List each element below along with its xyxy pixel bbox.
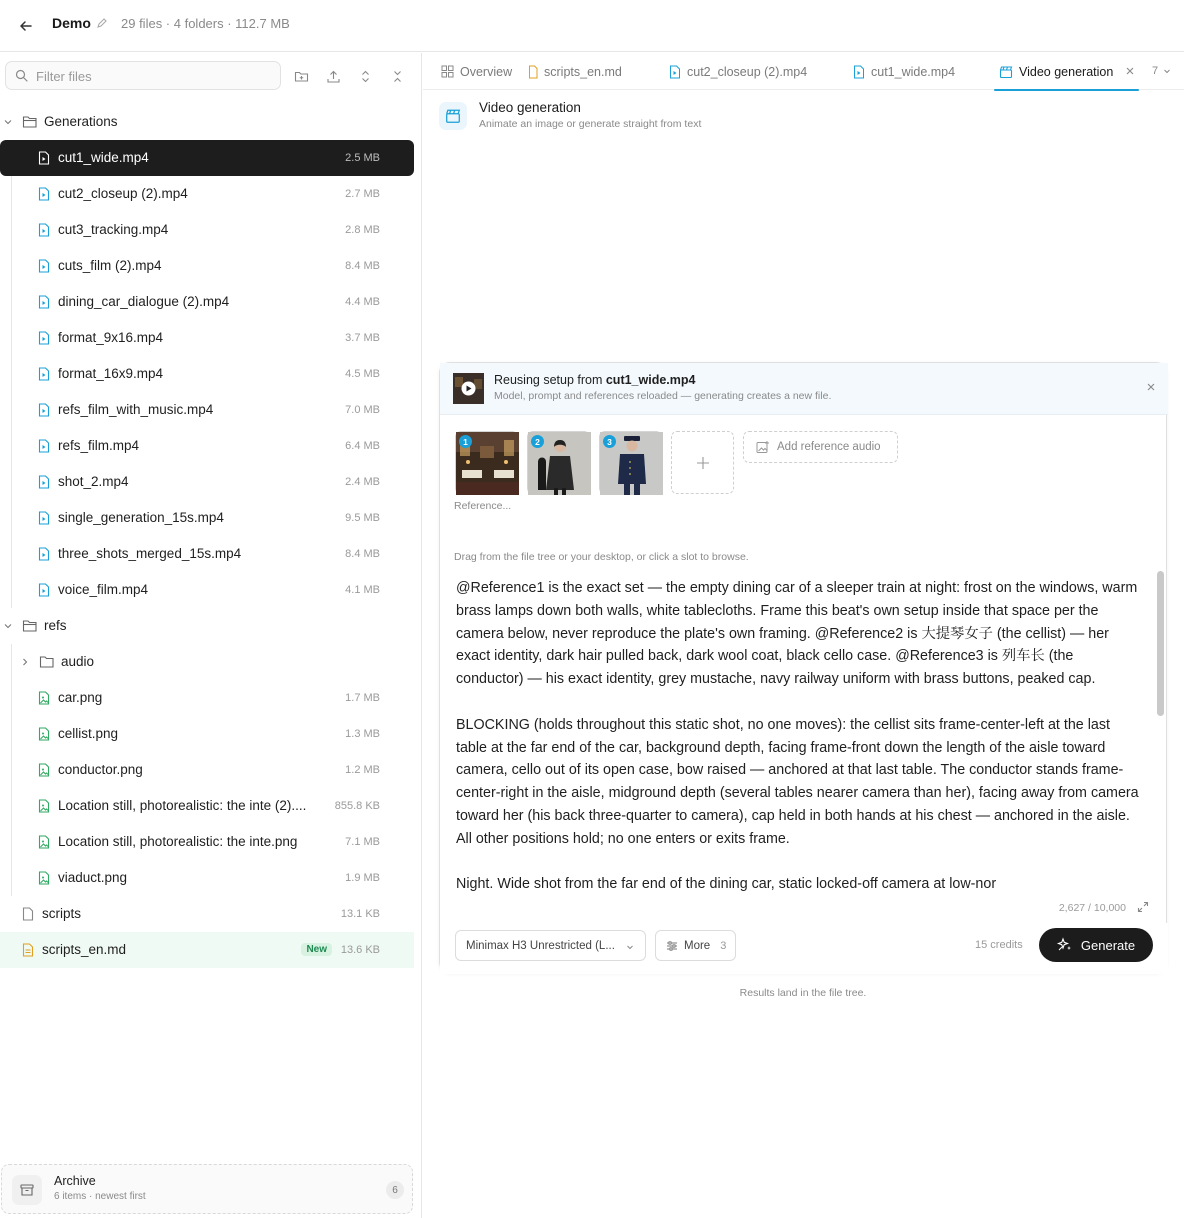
file-size: 7.1 MB xyxy=(345,836,380,848)
file-row-dining-car-dialogue-2-mp4[interactable] xyxy=(20,284,414,320)
model-select[interactable]: Minimax H3 Unrestricted (L... xyxy=(455,930,646,961)
add-reference-slot[interactable] xyxy=(671,431,734,494)
plus-icon xyxy=(696,456,710,470)
file-size: 9.5 MB xyxy=(345,512,380,524)
file-size: 3.7 MB xyxy=(345,332,380,344)
video-file-icon xyxy=(38,259,50,273)
video-file-icon xyxy=(38,439,50,453)
tab-bar xyxy=(423,53,1184,90)
file-name: audio xyxy=(61,654,95,669)
filter-input[interactable] xyxy=(36,67,276,85)
reuse-banner xyxy=(440,363,1168,415)
back-arrow-icon[interactable] xyxy=(14,14,38,38)
file-row-format-9x16-mp4[interactable] xyxy=(20,320,414,356)
image-file-icon xyxy=(38,871,50,885)
file-row-location-still-photorealistic-the-inte-png[interactable] xyxy=(20,824,414,860)
file-name: scripts xyxy=(42,906,82,921)
expand-icon[interactable] xyxy=(1137,901,1149,913)
file-name: refs xyxy=(44,618,67,633)
file-row-three-shots-merged-15s-mp4[interactable] xyxy=(20,536,414,572)
file-size: 7.0 MB xyxy=(345,404,380,416)
file-name: cut2_closeup (2).mp4 xyxy=(58,186,188,201)
file-name: voice_film.mp4 xyxy=(58,582,149,597)
video-file-icon xyxy=(38,403,50,417)
video-file-icon xyxy=(38,187,50,201)
markdown-file-icon xyxy=(22,943,34,957)
file-row-cut3-tracking-mp4[interactable] xyxy=(20,212,414,248)
video-file-icon xyxy=(38,331,50,345)
file-size: 855.8 KB xyxy=(334,800,380,812)
file-row-format-16x9-mp4[interactable] xyxy=(20,356,414,392)
archive-subtitle: 6 items · newest first xyxy=(54,1191,146,1202)
file-row-viaduct-png[interactable] xyxy=(20,860,414,896)
filter-box xyxy=(5,61,281,90)
file-size: 1.2 MB xyxy=(345,764,380,776)
grid-icon xyxy=(441,65,454,78)
file-size: 4.5 MB xyxy=(345,368,380,380)
upload-icon[interactable] xyxy=(324,67,342,85)
archive-count: 6 xyxy=(386,1181,404,1199)
tab-scripts-en-md[interactable]: scripts_en.md xyxy=(528,53,622,90)
file-name: format_9x16.mp4 xyxy=(58,330,164,345)
results-hint: Results land in the file tree. xyxy=(739,987,867,999)
prompt-textarea[interactable]: @Reference1 is the exact set — the empty dining car of a sleeper train at night: frost on the windows, warm brass lamps down both walls, white tablecloths. Frame this beat's own setup inside that space per the camera below, never reproduce the plate's own framing. @Reference2 is 大提琴女子 (the cellist) — her exact identity, dark hair pulled back, dark wool coat, black cello case. @Reference3 is 列车长 (the conductor) — his exact identity, grey mustache, navy railway uniform with brass buttons, peaked cap. BLOCKING (holds throughout this static shot, no one moves): the cellist sits frame-center-left at the last table at the far end of the car, background depth, facing frame-front down the length of the aisle toward camera, cello out of its open case, bow raised — anchored at that last table. The conductor stands frame-center-right in the aisle, midground depth (several tables nearer camera than her), facing away from camera toward her (his back three-quarter to camera), cap held in both hands at his chest — anchored in the aisle. All other positions hold; no one enters or exits frame. Night. Wide shot from the far end of the dining car, static locked-off camera at low-nor xyxy=(456,580,1139,893)
file-name: cut1_wide.mp4 xyxy=(58,150,149,165)
file-sidebar xyxy=(0,53,422,1218)
composer-footer xyxy=(440,923,1168,974)
file-size: 1.3 MB xyxy=(345,728,380,740)
video-file-icon xyxy=(38,295,50,309)
file-row-shot-2-mp4[interactable] xyxy=(20,464,414,500)
image-file-icon xyxy=(38,691,50,705)
file-name: Generations xyxy=(44,114,118,129)
file-size: 2.8 MB xyxy=(345,224,380,236)
image-file-icon xyxy=(38,799,50,813)
video-file-icon xyxy=(38,367,50,381)
file-size: 2.7 MB xyxy=(345,188,380,200)
file-name: shot_2.mp4 xyxy=(58,474,129,489)
add-media-icon xyxy=(756,440,770,454)
chevron-down-icon[interactable] xyxy=(3,621,13,631)
image-file-icon xyxy=(38,835,50,849)
file-name: single_generation_15s.mp4 xyxy=(58,510,224,525)
file-name: scripts_en.md xyxy=(42,942,127,957)
file-row-cut2-closeup-2-mp4[interactable] xyxy=(20,176,414,212)
project-stats: 29 files · 4 folders · 112.7 MB xyxy=(121,16,290,31)
file-row-scripts-en-md[interactable] xyxy=(0,932,414,968)
video-file-icon xyxy=(38,547,50,561)
search-icon xyxy=(15,69,28,82)
project-name[interactable]: Demo xyxy=(52,15,91,31)
file-name: viaduct.png xyxy=(58,870,128,885)
file-name: car.png xyxy=(58,690,103,705)
tab-cut1-wide[interactable]: cut1_wide.mp4 xyxy=(853,53,955,90)
panel-title: Video generation xyxy=(479,100,581,115)
file-row-location-still-photorealistic-the-inte-2[interactable] xyxy=(20,788,414,824)
generate-button[interactable]: Generate xyxy=(1039,928,1153,962)
reference-label: Reference... xyxy=(454,500,512,512)
file-name: Location still, photorealistic: the inte (2).... xyxy=(58,798,307,813)
tab-video-generation[interactable]: Video generation xyxy=(994,53,1139,90)
file-icon xyxy=(22,907,34,921)
file-name: refs_film_with_music.mp4 xyxy=(58,402,214,417)
file-name: Location still, photorealistic: the inte.png xyxy=(58,834,298,849)
video-file-icon xyxy=(38,583,50,597)
panel-subtitle: Animate an image or generate straight from text xyxy=(479,118,702,130)
archive-icon xyxy=(12,1175,42,1205)
image-file-icon xyxy=(38,727,50,741)
folder-row-refs[interactable] xyxy=(0,608,414,644)
tab-overview[interactable]: Overview xyxy=(441,53,512,90)
tree-indent-guide xyxy=(11,644,12,896)
file-size: 8.4 MB xyxy=(345,260,380,272)
file-size: 4.4 MB xyxy=(345,296,380,308)
character-count: 2,627 / 10,000 xyxy=(1044,899,1148,917)
add-reference-audio-button[interactable]: Add reference audio xyxy=(743,431,898,463)
top-bar xyxy=(0,0,1184,52)
reference-number: 3 xyxy=(603,435,616,448)
archive-title: Archive xyxy=(54,1174,96,1188)
reference-number: 1 xyxy=(459,435,472,448)
video-file-icon xyxy=(853,65,865,79)
file-size: 1.7 MB xyxy=(345,692,380,704)
file-row-car-png[interactable] xyxy=(20,680,414,716)
video-file-icon xyxy=(38,475,50,489)
file-size: 1.9 MB xyxy=(345,872,380,884)
file-row-scripts[interactable] xyxy=(0,896,414,932)
reference-slot-3[interactable] xyxy=(599,431,662,494)
file-row-single-generation-15s-mp4[interactable] xyxy=(20,500,414,536)
play-icon xyxy=(453,373,484,404)
file-name: cuts_film (2).mp4 xyxy=(58,258,162,273)
dismiss-banner-icon[interactable] xyxy=(1146,382,1156,392)
reference-slot-2[interactable] xyxy=(527,431,590,494)
expand-all-icon[interactable] xyxy=(356,67,374,85)
chevron-down-icon xyxy=(1163,67,1171,75)
folder-open-icon xyxy=(22,619,38,633)
file-row-cellist-png[interactable] xyxy=(20,716,414,752)
pencil-icon[interactable] xyxy=(96,17,108,29)
tab-cut2-closeup[interactable]: cut2_closeup (2).mp4 xyxy=(669,53,807,90)
video-file-icon xyxy=(38,511,50,525)
folder-icon xyxy=(39,655,55,669)
collapse-all-icon[interactable] xyxy=(388,67,406,85)
generation-composer xyxy=(439,362,1167,973)
clapperboard-icon xyxy=(439,102,467,130)
file-row-voice-film-mp4[interactable] xyxy=(20,572,414,608)
close-tab-icon[interactable] xyxy=(1125,66,1135,76)
chevron-down-icon[interactable] xyxy=(3,117,13,127)
file-name: three_shots_merged_15s.mp4 xyxy=(58,546,242,561)
sliders-icon xyxy=(666,940,678,952)
file-name: dining_car_dialogue (2).mp4 xyxy=(58,294,230,309)
file-size: 2.5 MB xyxy=(345,152,380,164)
file-size: 13.6 KB xyxy=(340,944,380,956)
more-options-button[interactable]: More 3 xyxy=(655,930,736,961)
file-name: cellist.png xyxy=(58,726,119,741)
folder-row-generations[interactable] xyxy=(0,104,414,140)
file-size: 8.4 MB xyxy=(345,548,380,560)
file-size: 4.1 MB xyxy=(345,584,380,596)
new-badge: New xyxy=(301,943,332,956)
file-row-cut1-wide-mp4[interactable] xyxy=(0,140,414,176)
file-row-refs-film-with-music-mp4[interactable] xyxy=(20,392,414,428)
clapperboard-icon xyxy=(999,65,1013,79)
chevron-down-icon xyxy=(626,943,634,951)
tree-indent-guide xyxy=(11,140,12,608)
prompt-scrollbar-thumb[interactable] xyxy=(1157,571,1164,716)
folder-open-icon xyxy=(22,115,38,129)
file-row-conductor-png[interactable] xyxy=(20,752,414,788)
file-name: conductor.png xyxy=(58,762,143,777)
image-file-icon xyxy=(38,763,50,777)
file-size: 2.4 MB xyxy=(345,476,380,488)
reference-number: 2 xyxy=(531,435,544,448)
file-row-refs-film-mp4[interactable] xyxy=(20,428,414,464)
file-size: 13.1 KB xyxy=(340,908,380,920)
reuse-banner-subtitle: Model, prompt and references reloaded — generating creates a new file. xyxy=(494,390,832,402)
file-name: refs_film.mp4 xyxy=(58,438,140,453)
sparkle-icon xyxy=(1057,937,1073,953)
file-row-cuts-film-2-mp4[interactable] xyxy=(20,248,414,284)
new-folder-icon[interactable] xyxy=(292,67,310,85)
video-file-icon xyxy=(38,223,50,237)
reference-slot-1[interactable] xyxy=(455,431,518,494)
tab-overflow-menu[interactable]: 7 xyxy=(1152,65,1171,77)
file-size: 6.4 MB xyxy=(345,440,380,452)
file-name: cut3_tracking.mp4 xyxy=(58,222,169,237)
folder-row-audio[interactable] xyxy=(20,644,414,680)
credits-cost: 15 credits xyxy=(975,939,1023,951)
video-file-icon xyxy=(669,65,681,79)
drop-hint: Drag from the file tree or your desktop, or click a slot to browse. xyxy=(454,551,749,563)
reuse-banner-title: Reusing setup from cut1_wide.mp4 xyxy=(494,373,696,387)
file-name: format_16x9.mp4 xyxy=(58,366,164,381)
markdown-file-icon xyxy=(528,65,538,79)
video-file-icon xyxy=(38,151,50,165)
chevron-right-icon[interactable] xyxy=(20,657,30,667)
archive-section[interactable] xyxy=(1,1164,413,1214)
